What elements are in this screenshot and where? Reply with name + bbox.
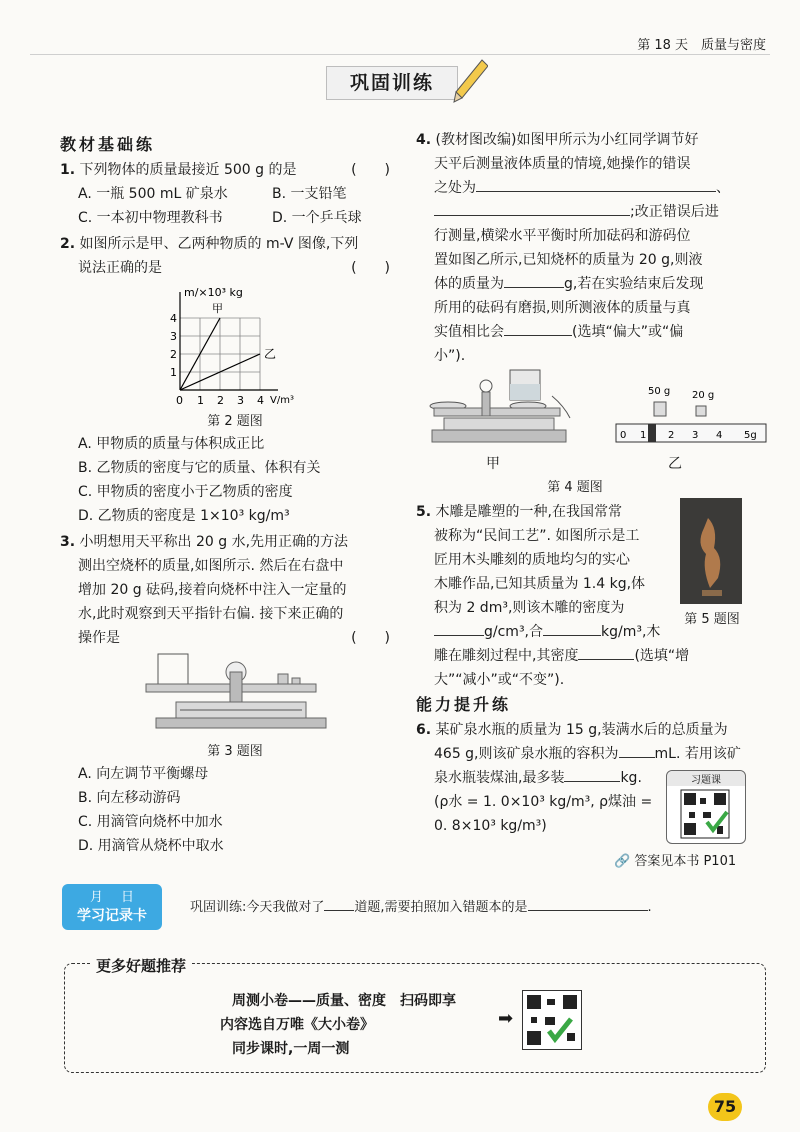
record-text-c: . bbox=[647, 900, 652, 915]
q4-blank-error1[interactable] bbox=[476, 177, 716, 192]
q4-caption: 第 4 题图 bbox=[547, 480, 603, 495]
q3-line4: 水,此时观察到天平指针右偏. 接下来正确的 bbox=[78, 606, 344, 622]
link-icon: 🔗 bbox=[614, 854, 631, 869]
q4-fig-label-jia: 甲 bbox=[486, 456, 500, 472]
q4-line9-row bbox=[434, 320, 683, 344]
q5-number: 5. bbox=[416, 504, 432, 520]
q6-line3b: kg. bbox=[620, 770, 642, 786]
q6-line1: 某矿泉水瓶的质量为 15 g,装满水后的总质量为 bbox=[435, 722, 728, 738]
q4-line1: (教材图改编)如图甲所示为小红同学调节好 bbox=[435, 132, 699, 148]
chapter-header: 第 18 天 质量与密度 bbox=[637, 38, 766, 53]
ytick-3: 3 bbox=[170, 330, 177, 343]
q2-option-d: D. 乙物质的密度是 1×10³ kg/m³ bbox=[78, 508, 290, 524]
q4-line4-row bbox=[434, 200, 719, 224]
more-line3: 同步课时,一周一测 bbox=[232, 1041, 350, 1057]
ruler-tick-5g: 5g bbox=[744, 430, 757, 441]
q6-line2-row bbox=[434, 742, 741, 766]
question-5 bbox=[416, 500, 622, 524]
ytick-4: 4 bbox=[170, 312, 177, 325]
ruler-tick-3: 3 bbox=[692, 430, 699, 441]
ruler-tick-1: 1 bbox=[640, 430, 647, 441]
section-basic: 教材基础练 bbox=[60, 135, 156, 154]
q3-option-b: B. 向左移动游码 bbox=[78, 790, 181, 806]
q3-answer-paren: ( ) bbox=[351, 630, 390, 646]
q5-line6a: g/cm³,合 bbox=[484, 624, 544, 640]
q4-line9b: (选填“偏大”或“偏 bbox=[572, 324, 684, 340]
q5-line2: 被称为“民间工艺”. 如图所示是工 bbox=[434, 528, 640, 544]
q4-line8: 所用的砝码有磨损,则所测液体的质量与真 bbox=[434, 300, 691, 316]
exercise-qr-box[interactable] bbox=[666, 770, 746, 844]
record-text-a: 巩固训练:今天我做对了 bbox=[190, 900, 325, 915]
q4-figure-a-balance bbox=[424, 366, 574, 452]
ruler-tick-2: 2 bbox=[668, 430, 675, 441]
more-line2: 内容选自万唯《大小卷》 bbox=[220, 1017, 374, 1033]
q4-line6: 置如图乙所示,已知烧杯的质量为 20 g,则液 bbox=[434, 252, 703, 268]
graph-label-jia: 甲 bbox=[212, 302, 223, 315]
q2-number: 2. bbox=[60, 236, 76, 252]
q6-line4: (ρ水 = 1. 0×10³ kg/m³, ρ煤油 = bbox=[434, 794, 653, 810]
xtick-1: 1 bbox=[197, 394, 204, 407]
q4-blank-mass[interactable] bbox=[504, 273, 564, 288]
arrow-right-icon: ➡ bbox=[498, 1008, 514, 1029]
ruler-tick-0: 0 bbox=[620, 430, 627, 441]
q1-option-c: C. 一本初中物理教科书 bbox=[78, 210, 223, 226]
page-number: 75 bbox=[708, 1093, 742, 1121]
section-ability: 能力提升练 bbox=[416, 695, 512, 714]
graph-ylabel: m/×10³ kg bbox=[184, 286, 243, 299]
question-1 bbox=[60, 158, 400, 182]
q3-line5-row bbox=[78, 626, 400, 650]
weight-50g-label: 50 g bbox=[648, 386, 671, 397]
more-recommend-box bbox=[64, 963, 766, 1073]
q4-blank-compare[interactable] bbox=[504, 321, 572, 336]
xtick-2: 2 bbox=[217, 394, 224, 407]
q4-line3: 之处为 bbox=[434, 180, 476, 196]
q5-blank-change[interactable] bbox=[578, 645, 634, 660]
q2-text-line1: 如图所示是甲、乙两种物质的 m-V 图像,下列 bbox=[79, 236, 359, 252]
q4-figure-b-weights-ruler bbox=[612, 384, 772, 450]
q5-line3: 匠用木头雕刻的质地均匀的实心 bbox=[434, 552, 630, 568]
more-line1: 周测小卷——质量、密度 扫码即享 bbox=[232, 993, 456, 1009]
pencil-icon bbox=[452, 58, 488, 104]
q3-line2: 测出空烧杯的质量,如图所示. 然后在右盘中 bbox=[78, 558, 344, 574]
q2-mv-graph bbox=[160, 284, 310, 408]
q5-line7-row bbox=[434, 644, 689, 668]
q1-number: 1. bbox=[60, 162, 76, 178]
record-blank-wrong[interactable] bbox=[528, 896, 648, 911]
q5-line8: 大”“减小”或“不变”). bbox=[434, 672, 565, 688]
q6-line3-row bbox=[434, 766, 642, 790]
graph-xlabel: V/m³ bbox=[270, 395, 294, 406]
question-3 bbox=[60, 530, 348, 554]
q5-line7b: (选填“增 bbox=[634, 648, 690, 664]
q3-option-a: A. 向左调节平衡螺母 bbox=[78, 766, 209, 782]
weight-20g bbox=[696, 406, 706, 416]
q4-line4: ;改正错误后进 bbox=[630, 204, 719, 220]
q1-text: 下列物体的质量最接近 500 g 的是 bbox=[79, 162, 297, 178]
q2-option-b: B. 乙物质的密度与它的质量、体积有关 bbox=[78, 460, 321, 476]
question-2 bbox=[60, 232, 400, 256]
page-title: 巩固训练 bbox=[326, 66, 458, 100]
question-4 bbox=[416, 128, 698, 152]
q3-number: 3. bbox=[60, 534, 76, 550]
q6-line3a: 泉水瓶装煤油,最多装 bbox=[434, 770, 565, 786]
rider bbox=[648, 424, 656, 442]
q4-line7b: g,若在实验结束后发现 bbox=[564, 276, 704, 292]
q3-line5: 操作是 bbox=[78, 630, 120, 646]
q4-blank-error2[interactable] bbox=[434, 201, 630, 216]
record-text-b: 道题,需要拍照加入错题本的是 bbox=[354, 900, 528, 915]
q3-option-d: D. 用滴管从烧杯中取水 bbox=[78, 838, 224, 854]
ytick-1: 1 bbox=[170, 366, 177, 379]
q3-option-c: C. 用滴管向烧杯中加水 bbox=[78, 814, 223, 830]
q3-balance-illustration bbox=[136, 650, 336, 740]
ruler-tick-4: 4 bbox=[716, 430, 723, 441]
q1-option-a: A. 一瓶 500 mL 矿泉水 bbox=[78, 186, 228, 202]
q6-line5: 0. 8×10³ kg/m³) bbox=[434, 818, 547, 834]
q2-option-c: C. 甲物质的密度小于乙物质的密度 bbox=[78, 484, 293, 500]
q4-line7-row bbox=[434, 272, 703, 296]
xtick-0: 0 bbox=[176, 394, 183, 407]
q5-line5: 积为 2 dm³,则该木雕的密度为 bbox=[434, 600, 625, 616]
q5-line7a: 雕在雕刻过程中,其密度 bbox=[434, 648, 579, 664]
more-qr-code[interactable] bbox=[522, 990, 582, 1050]
q5-blank-density-gcm3[interactable] bbox=[434, 621, 484, 636]
q4-line2: 天平后测量液体质量的情境,她操作的错误 bbox=[434, 156, 691, 172]
q4-line10: 小”). bbox=[434, 348, 466, 364]
q6-blank-kerosene[interactable] bbox=[564, 767, 620, 782]
q2-line2-row bbox=[78, 256, 400, 280]
q6-blank-volume[interactable] bbox=[619, 743, 655, 758]
q3-line3: 增加 20 g 砝码,接着向烧杯中注入一定量的 bbox=[78, 582, 347, 598]
q6-number: 6. bbox=[416, 722, 432, 738]
q2-caption: 第 2 题图 bbox=[207, 414, 263, 429]
q2-text-line2: 说法正确的是 bbox=[78, 260, 162, 276]
q5-blank-density-kgm3[interactable] bbox=[543, 621, 601, 636]
q4-line9a: 实值相比会 bbox=[434, 324, 504, 340]
q3-caption: 第 3 题图 bbox=[207, 744, 263, 759]
xtick-4: 4 bbox=[257, 394, 264, 407]
q5-line1: 木雕是雕塑的一种,在我国常常 bbox=[435, 504, 622, 520]
xtick-3: 3 bbox=[237, 394, 244, 407]
header-divider bbox=[30, 54, 770, 55]
q4-number: 4. bbox=[416, 132, 432, 148]
graph-label-yi: 乙 bbox=[264, 347, 277, 361]
q1-option-b: B. 一支铅笔 bbox=[272, 186, 347, 202]
card-title: 学习记录卡 bbox=[77, 908, 147, 924]
more-recommend-title: 更多好题推荐 bbox=[90, 955, 192, 976]
exercise-qr-code bbox=[667, 786, 745, 842]
q4-fig-label-yi: 乙 bbox=[668, 456, 682, 472]
q4-line7a: 体的质量为 bbox=[434, 276, 504, 292]
q6-line2a: 465 g,则该矿泉水瓶的容积为 bbox=[434, 746, 619, 762]
q4-line3-sep: 、 bbox=[716, 180, 730, 196]
q5-line4: 木雕作品,已知其质量为 1.4 kg,体 bbox=[434, 576, 646, 592]
weight-50g bbox=[654, 402, 666, 416]
q1-option-d: D. 一个乒乓球 bbox=[272, 210, 362, 226]
q5-line6-row bbox=[434, 620, 660, 644]
q4-line3-row bbox=[434, 176, 730, 200]
record-blank-count[interactable] bbox=[324, 896, 354, 911]
q1-answer-paren: ( ) bbox=[351, 162, 390, 178]
question-6 bbox=[416, 718, 728, 742]
q2-option-a: A. 甲物质的质量与体积成正比 bbox=[78, 436, 265, 452]
record-line bbox=[190, 896, 652, 915]
q5-wood-carving-photo bbox=[680, 498, 742, 604]
q2-answer-paren: ( ) bbox=[351, 260, 390, 276]
card-date: 月日 bbox=[89, 890, 152, 905]
exercise-qr-label: 习题课 bbox=[667, 771, 745, 786]
answer-ref-text: 答案见本书 P101 bbox=[634, 854, 737, 869]
q6-line2b: mL. 若用该矿 bbox=[654, 746, 741, 762]
q4-line5: 行测量,横梁水平平衡时所加砝码和游码位 bbox=[434, 228, 691, 244]
study-record-card bbox=[62, 884, 162, 930]
weight-20g-label: 20 g bbox=[692, 390, 715, 401]
q3-line1: 小明想用天平称出 20 g 水,先用正确的方法 bbox=[79, 534, 349, 550]
ytick-2: 2 bbox=[170, 348, 177, 361]
q5-line6b: kg/m³,木 bbox=[601, 624, 661, 640]
q5-caption: 第 5 题图 bbox=[684, 612, 740, 627]
answer-reference bbox=[614, 850, 736, 869]
